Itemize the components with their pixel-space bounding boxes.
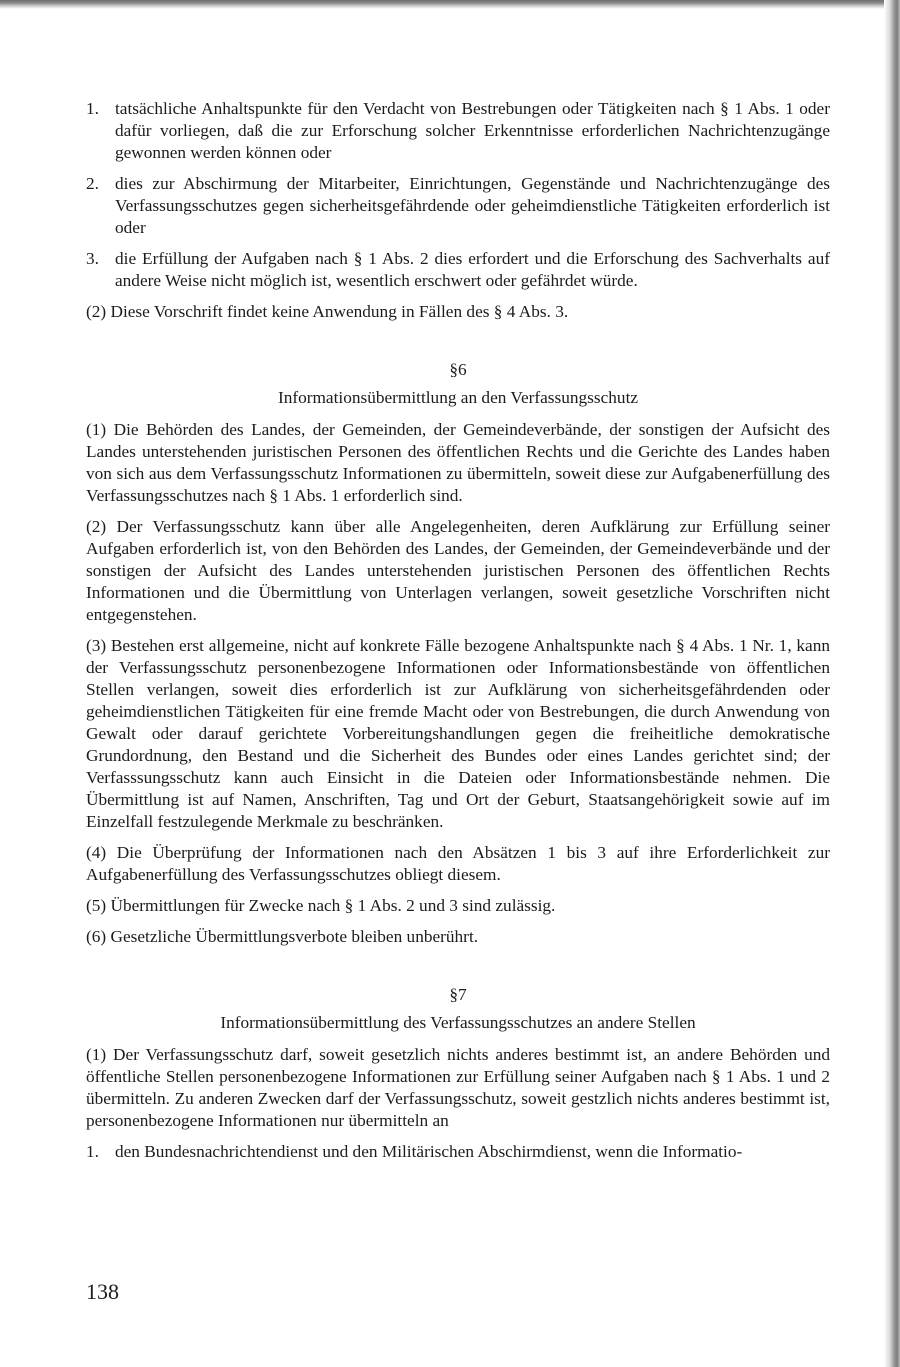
list-item-number: 1. (86, 1142, 99, 1161)
scan-right-edge (884, 0, 900, 1367)
paragraph: (6) Gesetzliche Übermittlungsverbote bleiben unberührt. (86, 927, 479, 946)
paragraph: (2) Der Verfassungsschutz kann über alle Angelegenheiten, deren Aufklärung zur Erfüllung seiner Aufgaben erforderlich ist, von den Behörden des Landes, der Gemeinden, der Gemeindeverbände und der sonstigen der Aufsicht des Landes unterstehenden juristischen Personen des öffentlichen Rechts Informationen und die Übermittlung von Unterlagen verlangen, soweit gesetzliche Vorschriften nicht entgegenstehen. (86, 517, 830, 624)
list-item (86, 173, 830, 239)
list-item-text: dies zur Abschirmung der Mitarbeiter, Einrichtungen, Gegenstände und Nachrichtenzugänge des Verfassungsschutzes gegen sicherheitsgefährdende oder geheimdienstliche Tätigkeiten erforderlich ist oder (115, 174, 830, 237)
paragraph: (3) Bestehen erst allgemeine, nicht auf konkrete Fälle bezogene Anhaltspunkte nach § 4 Abs. 1 Nr. 1, kann der Verfassungsschutz personenbezogene Informationen oder Informationsbestände von öffentlichen Stellen verlangen, soweit dies erforderlich ist zur Aufklärung von sicherheitsgefährdenden oder geheimdienstlichen Tätigkeiten für eine fremde Macht oder von Bestrebungen, die durch Anwendung von Gewalt oder darauf gerichtete Vorbereitungshandlungen gegen die freiheitliche demokratische Grundordnung, den Bestand und die Sicherheit des Bundes oder eines Landes gerichtet sind; der Verfasssungsschutz kann auch Einsicht in die Dateien oder Informationsbestände nehmen. Die Übermittlung ist auf Namen, Anschriften, Tag und Ort der Geburt, Staatsangehörigkeit sowie auf im Einzelfall festzulegende Merkmale zu beschränken. (86, 636, 830, 831)
section-title: Informationsübermittlung an den Verfassungsschutz (277, 388, 639, 407)
scan-top-edge (0, 0, 900, 9)
list-item-text: den Bundesnachrichtendienst und den Militärischen Abschirmdienst, wenn die Informatio- (115, 1142, 743, 1161)
paragraph: (1) Die Behörden des Landes, der Gemeinden, der Gemeindeverbände, der sonstigen der Aufsicht des Landes unterstehenden juristischen Personen des öffentlichen Rechts und die Gerichte des Landes haben von sich aus dem Verfassungsschutz Informationen zu übermitteln, soweit diese zur Aufgabenerfüllung des Verfassungsschutzes nach § 1 Abs. 1 erforderlich sind. (86, 420, 830, 505)
paragraph: (4) Die Überprüfung der Informationen nach den Absätzen 1 bis 3 auf ihre Erforderlichkeit zur Aufgabenerfüllung des Verfassungsschutzes obliegt diesem. (86, 843, 830, 884)
paragraph: (5) Übermittlungen für Zwecke nach § 1 Abs. 2 und 3 sind zulässig. (86, 896, 556, 915)
list-item (86, 98, 830, 164)
list-item-text: tatsächliche Anhaltspunkte für den Verdacht von Bestrebungen oder Tätigkeiten nach § 1 Abs. 1 oder dafür vorliegen, daß die zur Erforschung solcher Erkenntnisse erforderlichen Nachrichtenzugänge gewonnen werden können oder (115, 99, 830, 162)
document-page (86, 98, 830, 1172)
list-item-number: 1. (86, 99, 99, 118)
page-number: 138 (86, 1279, 119, 1304)
section-number: §6 (449, 360, 467, 379)
list-item (86, 248, 830, 292)
paragraph: (2) Diese Vorschrift findet keine Anwendung in Fällen des § 4 Abs. 3. (86, 302, 569, 321)
list-item-number: 3. (86, 249, 99, 268)
list-item-text: die Erfüllung der Aufgaben nach § 1 Abs. 2 dies erfordert und die Erforschung des Sachverhalts auf andere Weise nicht möglich ist, wesentlich erschwert oder gefährdet würde. (115, 249, 830, 290)
list-item-number: 2. (86, 174, 99, 193)
section-number: §7 (449, 985, 467, 1004)
section-title: Informationsübermittlung des Verfassungsschutzes an andere Stellen (220, 1013, 696, 1032)
list-item (86, 1141, 830, 1163)
paragraph: (1) Der Verfassungsschutz darf, soweit gesetzlich nichts anderes bestimmt ist, an andere Behörden und öffentliche Stellen personenbezogene Informationen zur Erfüllung seiner Aufgaben nach § 1 Abs. 1 und 2 übermitteln. Zu anderen Zwecken darf der Verfassungsschutz, soweit gestzlich nichts anderes bestimmt ist, personenbezogene Informationen nur übermitteln an (86, 1045, 830, 1130)
